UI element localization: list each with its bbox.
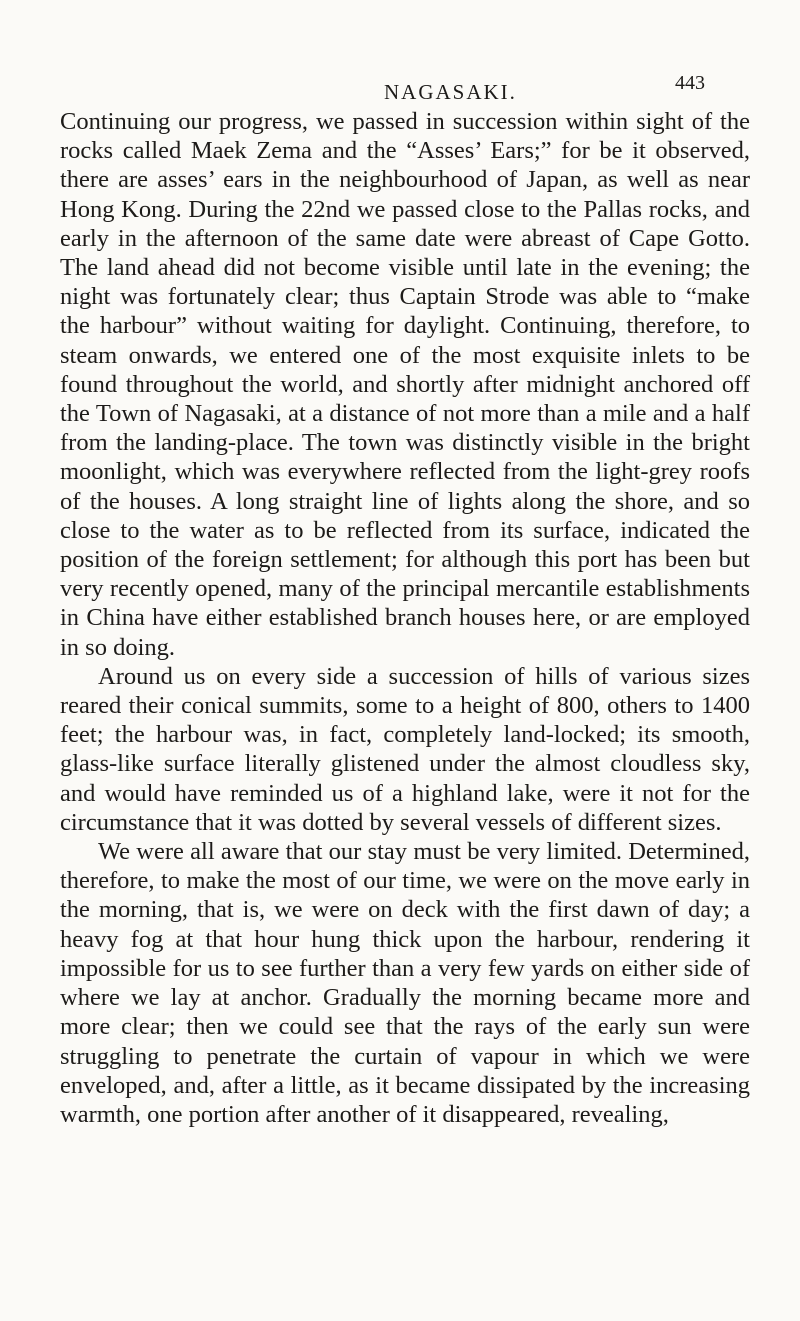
running-title: NAGASAKI. xyxy=(384,80,517,104)
body-text xyxy=(60,107,750,1129)
paragraph-1: Continuing our progress, we passed in succession within sight of the rocks called Maek Zema and the “Asses’ Ears;” for be it observed, there are asses’ ears in the neighbourhood of Japan, as well as near Hong Kong. During the 22nd we passed close to the Pallas rocks, and early in the afternoon of the same date were abreast of Cape Gotto. The land ahead did not become visible until late in the evening; the night was fortunately clear; thus Captain Strode was able to “make the harbour” without waiting for daylight. Continuing, therefore, to steam onwards, we entered one of the most exquisite inlets to be found throughout the world, and shortly after midnight anchored off the Town of Nagasaki, at a distance of not more than a mile and a half from the landing-place. The town was distinctly visible in the bright moonlight, which was everywhere reflected from the light-grey roofs of the houses. A long straight line of lights along the shore, and so close to the water as to be reflected from its surface, indicated the position of the foreign settlement; for although this port has been but very recently opened, many of the principal mercantile establishments in China have either established branch houses here, or are employed in so doing. xyxy=(60,108,750,661)
page-number: 443 xyxy=(675,72,705,94)
paragraph-3: We were all aware that our stay must be very limited. Determined, therefore, to make the most of our time, we were on the move early in the morning, that is, we were on deck with the first dawn of day; a heavy fog at that hour hung thick upon the harbour, rendering it impossible for us to see further than a very few yards on either side of where we lay at anchor. Gradually the morning became more and more clear; then we could see that the rays of the early sun were struggling to penetrate the curtain of vapour in which we were enveloped, and, after a little, as it became dissipated by the increasing warmth, one portion after another of it disappeared, revealing, xyxy=(60,838,750,1128)
paragraph-2: Around us on every side a succession of hills of various sizes reared their conical summits, some to a height of 800, others to 1400 feet; the harbour was, in fact, completely land-locked; its smooth, glass-like surface literally glistened under the almost cloudless sky, and would have reminded us of a highland lake, were it not for the circumstance that it was dotted by several vessels of different sizes. xyxy=(60,662,750,836)
